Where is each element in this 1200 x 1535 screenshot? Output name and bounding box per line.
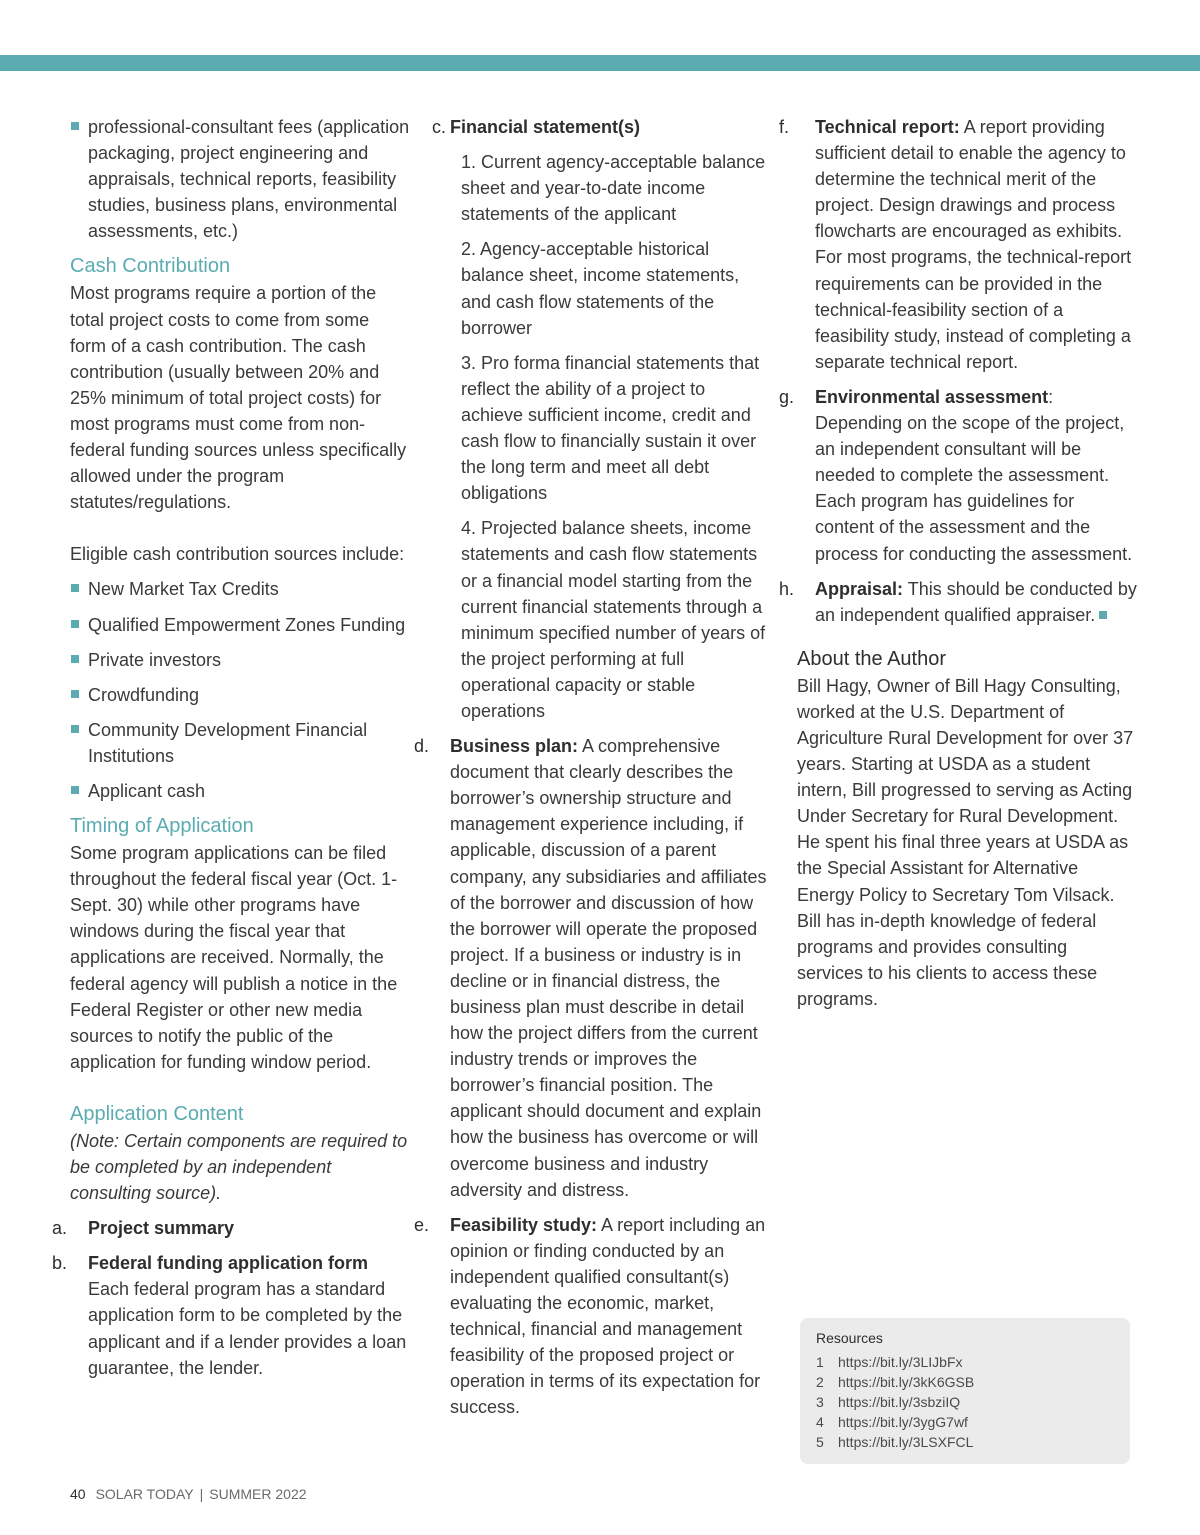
resource-link[interactable]: https://bit.ly/3kK6GSB bbox=[838, 1374, 975, 1390]
column-2 bbox=[414, 114, 772, 1430]
item-e-body: A report including an opinion or finding conducted by an independent qualified consultant(s) evaluating the economic, market, technical, financial and management feasibility of the proposed project or operation in terms of its expectation for success. bbox=[450, 1214, 766, 1418]
item-a-label: a. bbox=[52, 1218, 68, 1239]
item-f bbox=[779, 114, 1137, 375]
list-item-consultant-fees: professional-consultant fees (application packaging, project engineering and appraisals, technical reports, feasibility studies, business plans, environmental assessments, etc.) bbox=[70, 114, 410, 244]
item-b-label: b. bbox=[52, 1253, 68, 1274]
list-item-source: Community Development Financial Institutions bbox=[70, 717, 410, 769]
resource-number: 1 bbox=[816, 1354, 824, 1370]
item-g-body: : Depending on the scope of the project, an independent consultant will be needed to complete the assessment. Each program has guidelines for content of the assessment and the process for conducting the assessment. bbox=[815, 386, 1133, 564]
application-content-heading: Application Content bbox=[70, 1102, 244, 1125]
item-c-title: Financial statement(s) bbox=[450, 117, 641, 137]
item-h bbox=[779, 576, 1137, 628]
end-of-article-marker bbox=[1099, 611, 1107, 619]
timing-heading: Timing of Application bbox=[70, 815, 254, 838]
resource-item bbox=[816, 1392, 974, 1412]
resource-link[interactable]: https://bit.ly/3LIJbFx bbox=[838, 1354, 963, 1370]
item-d-body: A comprehensive document that clearly describes the borrower’s ownership structure and management experience including, if applicable, discussion of a parent company, any subsidiaries and affiliates of the borrower and discussion of how the borrower will operate the proposed project. If a business or industry is in decline or in financial distress, the business plan must describe in detail how the project differs from the current industry trends or improves the borrower’s financial position. The applicant should document and explain how the business has overcome or will overcome business and industry adversity and distress. bbox=[450, 736, 767, 1200]
item-d-title: Business plan: bbox=[450, 736, 579, 757]
application-content-note: (Note: Certain components are required to be completed by an independent consulting source). bbox=[70, 1130, 408, 1204]
item-b bbox=[52, 1250, 410, 1276]
item-g bbox=[779, 384, 1137, 567]
resource-number: 4 bbox=[816, 1414, 824, 1430]
resource-number: 2 bbox=[816, 1374, 824, 1390]
financial-statement-item: 3. Pro forma financial statements that reflect the ability of a project to achieve sufficient income, credit and cash flow to financially sustain it over the long term and meet all debt obligations bbox=[461, 352, 760, 504]
cash-contribution-heading: Cash Contribution bbox=[70, 255, 231, 278]
item-h-title: Appraisal: bbox=[815, 578, 904, 599]
resource-link[interactable]: https://bit.ly/3sbziIQ bbox=[838, 1394, 961, 1410]
item-e bbox=[414, 1212, 772, 1421]
item-c-label: c. bbox=[432, 117, 447, 137]
page-footer bbox=[70, 1486, 307, 1502]
list-item-source: Private investors bbox=[70, 647, 410, 673]
resource-number: 3 bbox=[816, 1394, 824, 1410]
resources-title: Resources bbox=[816, 1330, 883, 1346]
resource-item bbox=[816, 1352, 974, 1372]
item-f-title: Technical report: bbox=[815, 117, 960, 137]
financial-statement-item: 2. Agency-acceptable historical balance sheet, income statements, and cash flow statements of the borrower bbox=[461, 239, 740, 338]
issue-date: SUMMER 2022 bbox=[209, 1486, 307, 1502]
list-item-source: Applicant cash bbox=[70, 778, 410, 804]
financial-statement-item: 1. Current agency-acceptable balance sheet and year-to-date income statements of the applicant bbox=[461, 152, 766, 225]
resources-list bbox=[816, 1352, 974, 1452]
about-author-paragraph: Bill Hagy, Owner of Bill Hagy Consulting, worked at the U.S. Department of Agriculture Rural Development for over 37 years. Starting at USDA as a student intern, Bill progressed to serving as Acting Under Secretary for Rural Development. He spent his final three years at USDA as the Special Assistant for Alternative Energy Policy to Secretary Tom Vilsack. Bill has in-depth knowledge of federal programs and provides consulting services to his clients to access these programs. bbox=[797, 675, 1134, 1009]
list-item-source: Qualified Empowerment Zones Funding bbox=[70, 612, 410, 638]
item-d bbox=[414, 733, 772, 1203]
item-h-body: This should be conducted by an independent qualified appraiser. bbox=[815, 578, 1137, 625]
item-b-title: Federal funding application form bbox=[88, 1253, 369, 1274]
footer-separator: | bbox=[199, 1486, 204, 1502]
resource-item bbox=[816, 1412, 974, 1432]
page-number: 40 bbox=[70, 1486, 86, 1502]
item-b-body: Each federal program has a standard application form to be completed by the applicant and if a lender provides a loan guarantee, the lender. bbox=[88, 1279, 407, 1378]
list-item-source: Crowdfunding bbox=[70, 682, 410, 708]
item-f-label: f. bbox=[779, 117, 790, 137]
item-g-label: g. bbox=[779, 386, 795, 407]
item-f-body: A report providing sufficient detail to enable the agency to determine the technical merit of the project. Design drawings and process flowcharts are encouraged as exhibits. For most programs, the technical-report requirements can be provided in the technical-feasibility section of a feasibility study, instead of completing a separate technical report. bbox=[815, 117, 1132, 372]
eligible-sources-intro: Eligible cash contribution sources include: bbox=[70, 544, 405, 565]
column-3 bbox=[779, 114, 1137, 1012]
item-e-title: Feasibility study: bbox=[450, 1214, 598, 1235]
item-c bbox=[432, 114, 772, 140]
resource-link[interactable]: https://bit.ly/3LSXFCL bbox=[838, 1434, 974, 1450]
item-e-label: e. bbox=[414, 1214, 430, 1235]
resource-link[interactable]: https://bit.ly/3ygG7wf bbox=[838, 1414, 968, 1430]
about-author-heading: About the Author bbox=[797, 647, 947, 670]
resource-number: 5 bbox=[816, 1434, 824, 1450]
cash-contribution-paragraph: Most programs require a portion of the total project costs to come from some form of a cash contribution. The cash contribution (usually between 20% and 25% minimum of total project costs) for most programs must come from non-federal funding sources unless specifically allowed under the program statutes/regulations. bbox=[70, 283, 407, 513]
item-h-label: h. bbox=[779, 578, 795, 599]
item-a bbox=[52, 1215, 410, 1241]
column-1 bbox=[52, 114, 410, 1390]
resources-box bbox=[800, 1318, 1130, 1464]
resource-item bbox=[816, 1372, 974, 1392]
item-d-label: d. bbox=[414, 736, 430, 757]
resource-item bbox=[816, 1432, 974, 1452]
item-g-title: Environmental assessment bbox=[815, 386, 1049, 407]
magazine-name: SOLAR TODAY bbox=[95, 1486, 194, 1502]
header-accent-bar bbox=[0, 55, 1200, 71]
item-a-title: Project summary bbox=[88, 1218, 235, 1239]
timing-paragraph: Some program applications can be filed throughout the federal fiscal year (Oct. 1- Sept. 30) while other programs have windows during the fiscal year that applications are received. Normally, the federal agency will publish a notice in the Federal Register or other new media sources to notify the public of the application for funding window period. bbox=[70, 843, 398, 1072]
list-item-source: New Market Tax Credits bbox=[70, 576, 410, 602]
financial-statement-item: 4. Projected balance sheets, income statements and cash flow statements or a financial model starting from the current financial statements through a minimum specified number of years of the project performing at full operational capacity or stable operations bbox=[461, 518, 766, 721]
